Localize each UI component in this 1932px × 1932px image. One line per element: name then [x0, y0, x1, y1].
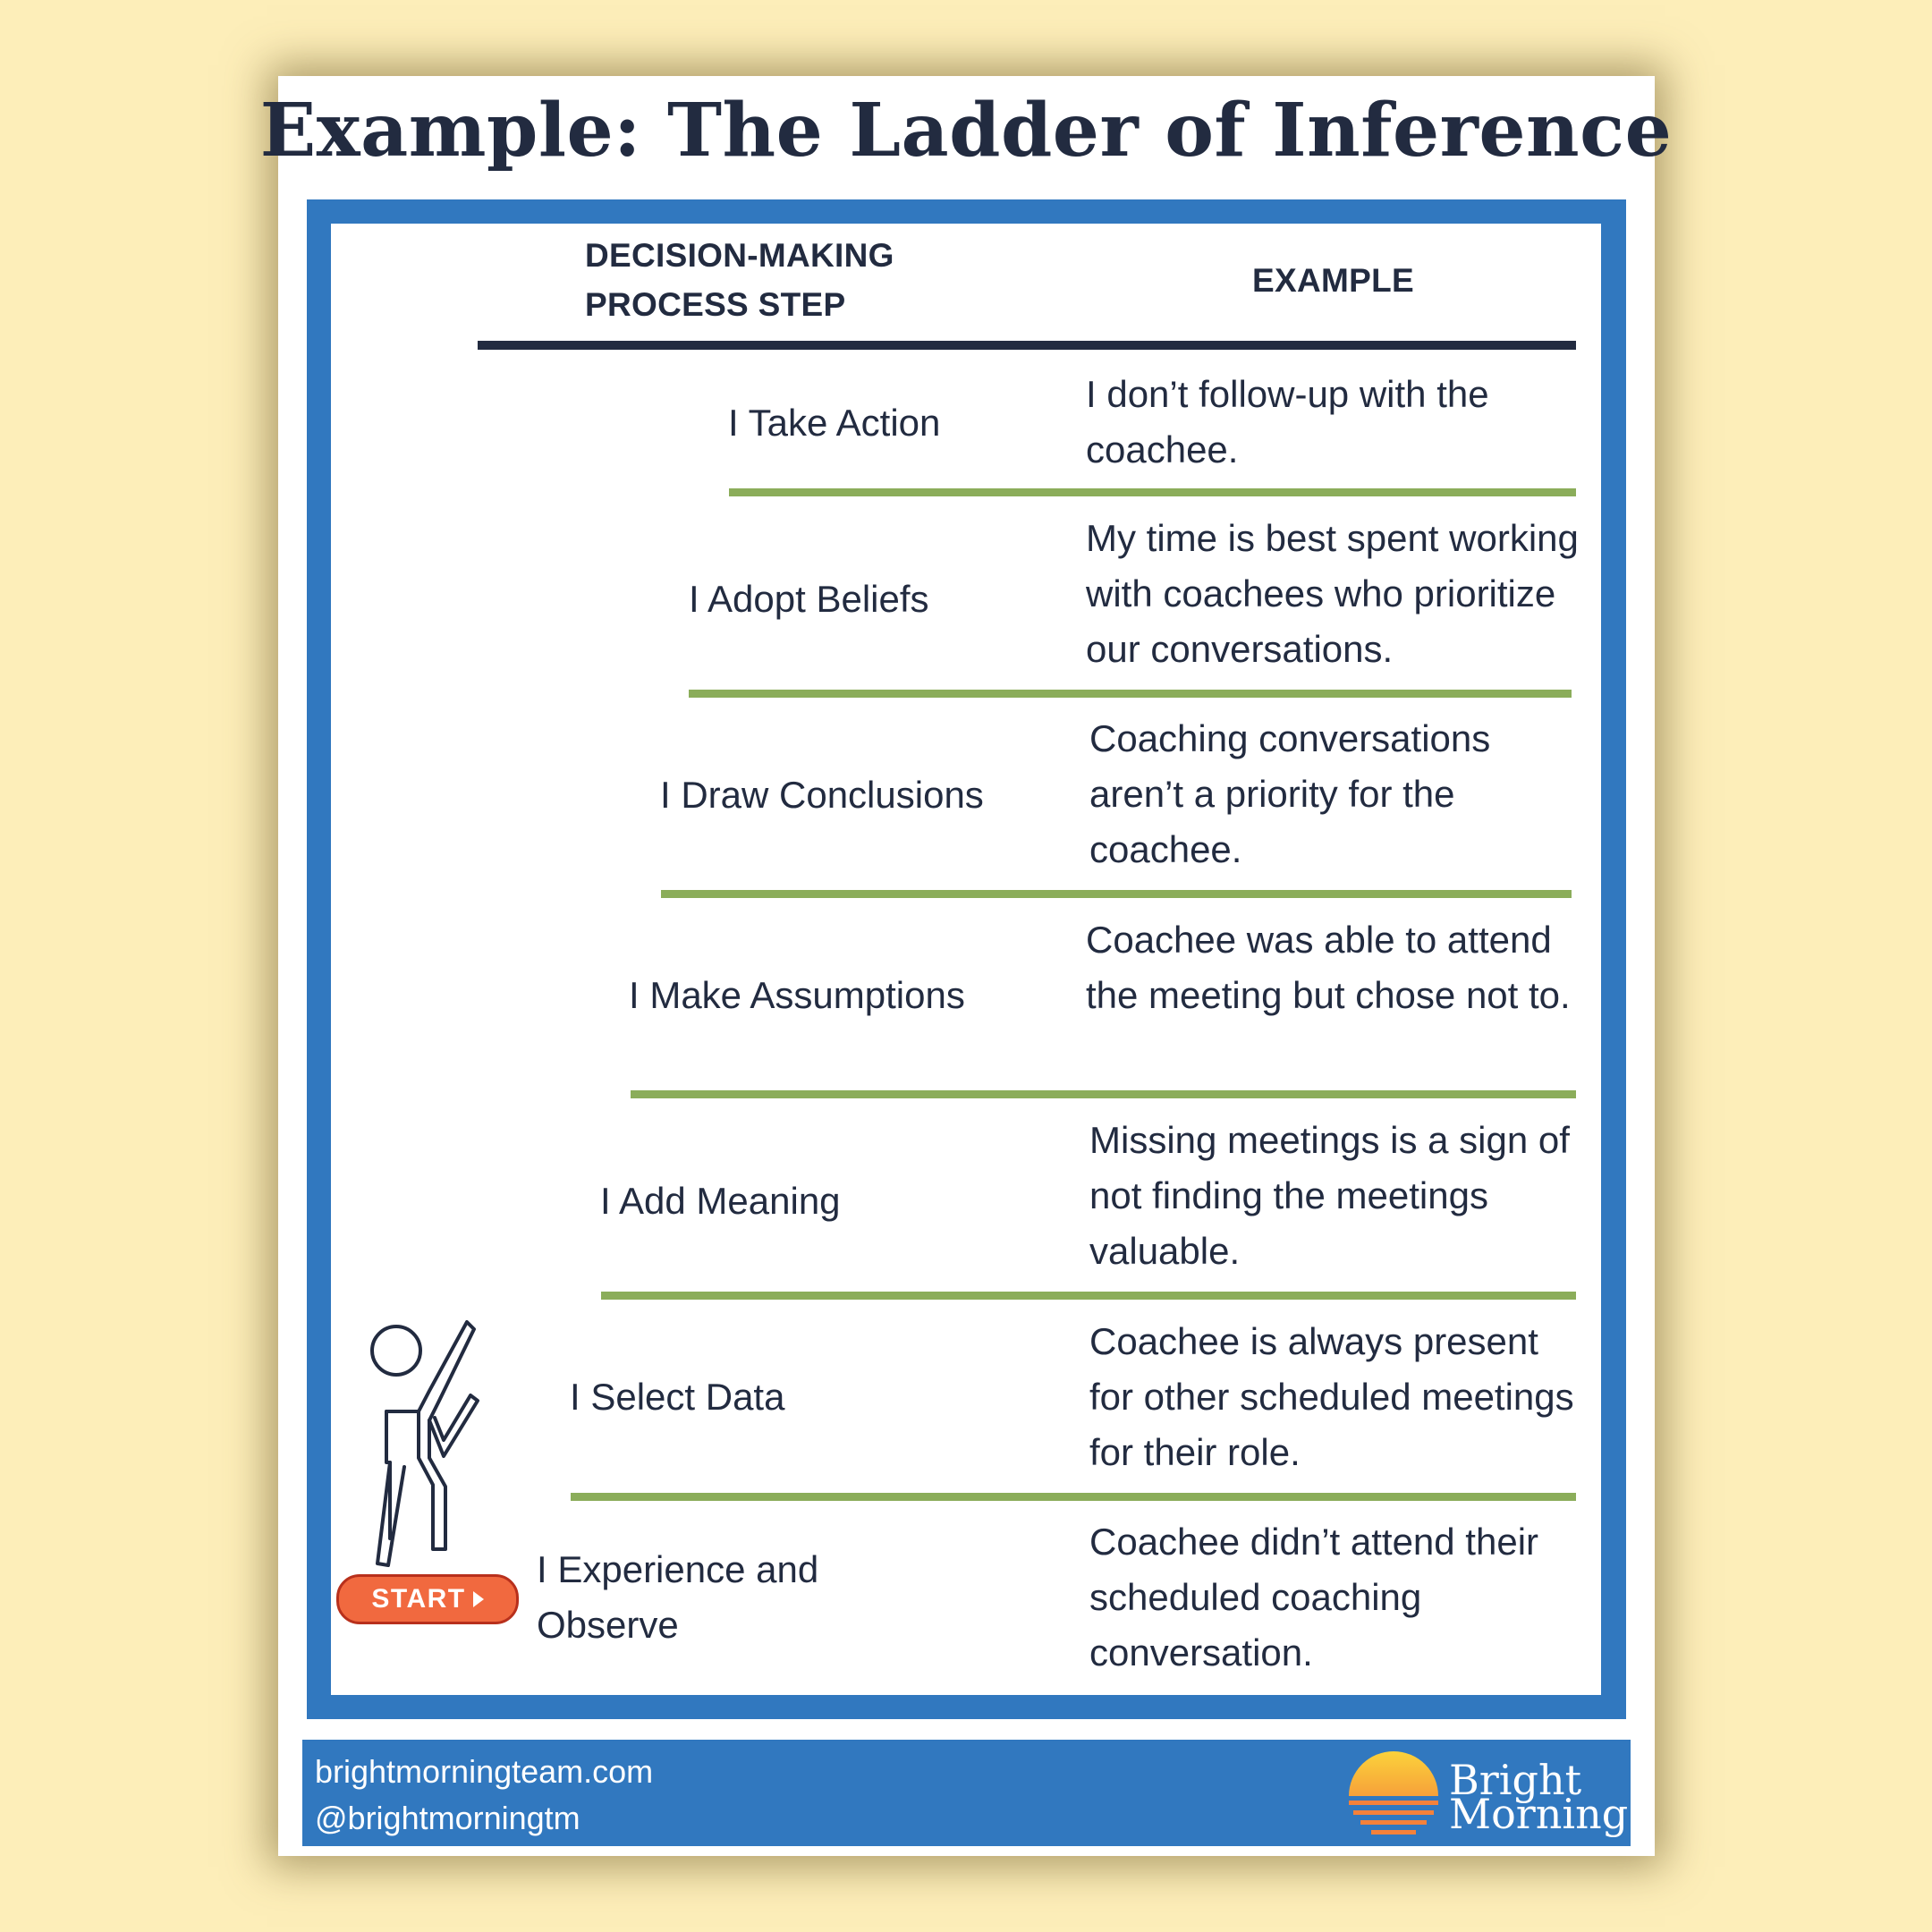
brand-name-line2: Morning [1449, 1790, 1629, 1838]
brand-name-line1: Bright [1449, 1756, 1582, 1804]
website-link[interactable]: brightmorningteam.com [315, 1753, 654, 1790]
rung-divider [631, 1090, 1576, 1098]
start-button[interactable] [336, 1574, 519, 1624]
step-label-adopt-beliefs: I Adopt Beliefs [689, 578, 929, 620]
step-label-add-meaning: I Add Meaning [600, 1180, 841, 1222]
example-make-assumptions: Coachee was able to attend the meeting but chose not to. [1086, 919, 1571, 1016]
rung-divider [661, 890, 1572, 898]
example-experience-observe: Coachee didn’t attend their scheduled coaching conversation. [1089, 1521, 1539, 1674]
social-handle-link[interactable]: @brightmorningtm [315, 1800, 580, 1836]
example-add-meaning: Missing meetings is a sign of not finding the meetings valuable. [1089, 1119, 1570, 1272]
column-header-step [585, 231, 894, 329]
example-draw-conclusions: Coaching conversations aren’t a priority for the coachee. [1089, 717, 1491, 870]
step-label-select-data: I Select Data [570, 1376, 785, 1418]
rung-divider [571, 1493, 1576, 1501]
example-take-action: I don’t follow-up with the coachee. [1086, 373, 1489, 470]
step-label-take-action: I Take Action [728, 402, 941, 444]
step-label-experience-observe: I Experience and Observe [537, 1548, 819, 1646]
rung-divider [601, 1292, 1576, 1300]
column-header-step-line2: PROCESS STEP [585, 286, 846, 323]
header-divider [478, 341, 1576, 350]
page-title: Example: The Ladder of Inference [259, 88, 1673, 174]
rung-divider [689, 690, 1572, 698]
stick-figure-climber-icon [358, 1315, 492, 1574]
start-label: START [371, 1584, 466, 1614]
play-triangle-icon [473, 1591, 484, 1607]
example-select-data: Coachee is always present for other scheduled meetings for their role. [1089, 1320, 1574, 1473]
step-label-make-assumptions: I Make Assumptions [629, 974, 965, 1016]
example-adopt-beliefs: My time is best spent working with coachees who prioritize our conversations. [1086, 517, 1579, 670]
step-label-draw-conclusions: I Draw Conclusions [660, 774, 984, 816]
rung-divider [729, 488, 1576, 496]
column-header-step-line1: DECISION-MAKING [585, 237, 894, 274]
column-header-example: EXAMPLE [1252, 262, 1414, 299]
sunrise-logo-icon [1346, 1747, 1441, 1842]
